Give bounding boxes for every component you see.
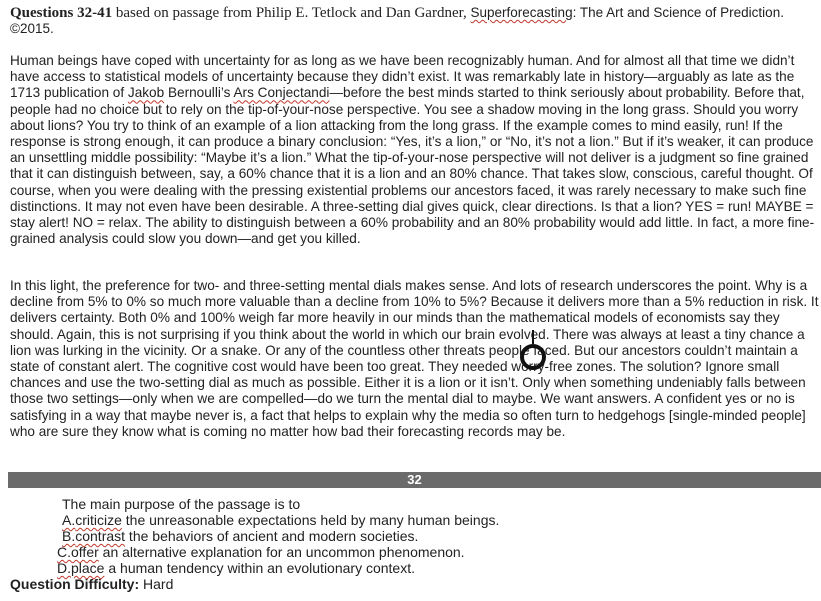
passage-paragraph-2: In this light, the preference for two- and three-setting mental dials makes sense. And lots of research underscores the point. Why is a decline from 5% to 0% so much more valuable than a decline from 10% to 5%? Because it delivers more than a 5% reduction in risk. It delivers certainty. Both 0% and 100% weigh far more heavily in our minds than the mathematical models of economists say they should. Again, this is not surprising if you think about the world in which our brain evolved. There was always at least a tiny chance a lion was lurking in the vicinity. Or a snake. Or any of the countless other threats people faced. But our ancestors couldn’t maintain a state of constant alert. The cognitive cost would have been too great. They needed worry-free zones. The solution? Ignore small chances and use the two-setting dial as much as possible. Either it is a lion or it isn’t. Only when something undeniably falls between those two settings—only when we are compelled—do we turn the mental dial to maybe. We want answers. A confident yes or no is satisfying in a way that maybe never is, a fact that helps to explain why the media so often turn to hedgehogs [single-minded people] who are sure they know what is coming no matter how bad their forecasting records may be.	[10, 278, 819, 439]
copyright-notice: ©2015.	[10, 21, 54, 36]
choice-c-verb: offer	[71, 544, 99, 560]
passage-paragraph-1	[10, 53, 821, 247]
choice-c-letter: C.	[57, 544, 71, 560]
difficulty-value: Hard	[139, 576, 174, 592]
choice-d-lead	[57, 560, 104, 576]
source-attribution: based on passage from Philip E. Tetlock and Dan Gardner,	[115, 5, 471, 21]
passage-header	[10, 5, 820, 37]
answer-choice-c[interactable]	[57, 544, 465, 560]
difficulty-label: Question Difficulty:	[10, 576, 140, 592]
question-number: 32	[407, 472, 422, 487]
answer-choice-a[interactable]	[62, 512, 499, 528]
choice-d-text: a human tendency within an evolutionary context.	[104, 560, 415, 576]
choice-a-text: the unreasonable expectations held by many human beings.	[121, 512, 500, 528]
choice-d-letter: D.	[57, 560, 71, 576]
questions-range-label: Questions 32-41	[10, 5, 113, 21]
p1-name-jakob: Jakob	[127, 85, 165, 101]
book-subtitle: : The Art and Science of Prediction.	[572, 5, 784, 20]
answer-choice-d[interactable]	[57, 560, 415, 576]
choice-b-letter: B.	[62, 528, 76, 544]
question-difficulty	[10, 576, 173, 592]
choice-c-text: an alternative explanation for an uncommon phenomenon.	[98, 544, 465, 560]
choice-b-verb: contrast	[75, 528, 126, 544]
p1-text-c: —before the best minds started to think seriously about probability. Before that, people had no choice but to rely on the tip-of-your-nose perspective. You see a shadow moving in the long grass. Should you worry about lions? You try to think of an example of a lion attacking from the long grass. If the example comes to mind easily, run! If the response is strong enough, it can produce a binary conclusion: “Yes, it’s a lion,” or “No, it’s not a lion.” But if it’s weaker, it can produce an unsettling middle possibility: “Maybe it’s a lion.” What the tip-of-your-nose perspective will not deliver is a judgment so fine grained that it can distinguish between, say, a 60% chance that it is a lion and an 80% chance. That takes slow, conscious, careful thought. Of course, when you were dealing with the pressing existential problems our ancestors faced, it was rarely necessary to make such fine distinctions. It may not even have been desirable. A three-setting dial gives quick, clear directions. Is that a lion? YES = run! MAYBE = stay alert! NO = relax. The ability to distinguish between a 60% probability and an 80% probability would add little. In fact, a more fine-grained analysis could slow you down—and get you killed.	[10, 85, 815, 247]
book-title: Superforecasting	[470, 5, 573, 20]
choice-b-text: the behaviors of ancient and modern societies.	[125, 528, 419, 544]
choice-a-verb: criticize	[75, 512, 122, 528]
choice-b-lead	[62, 528, 125, 544]
question-number-bar	[8, 472, 821, 488]
choice-a-letter: A.	[62, 512, 76, 528]
question-stem: The main purpose of the passage is to	[62, 496, 301, 512]
answer-choice-b[interactable]	[62, 528, 418, 544]
choice-c-lead	[57, 544, 99, 560]
text-cursor-icon	[519, 330, 547, 372]
p1-text-b: Bernoulli’s	[164, 85, 234, 101]
choice-a-lead	[62, 512, 122, 528]
choice-d-verb: place	[71, 560, 105, 576]
p1-name-ars-conjectandi: Ars Conjectandi	[233, 85, 330, 101]
p1-text-a: Human beings have coped with uncertainty for as long as we have been recognizably human. And for almost all that time we didn’t have access to statistical models of uncertainty because they didn’t exist. It was remarkably late in history—arguably as late as the 1713 publication of	[10, 53, 795, 101]
